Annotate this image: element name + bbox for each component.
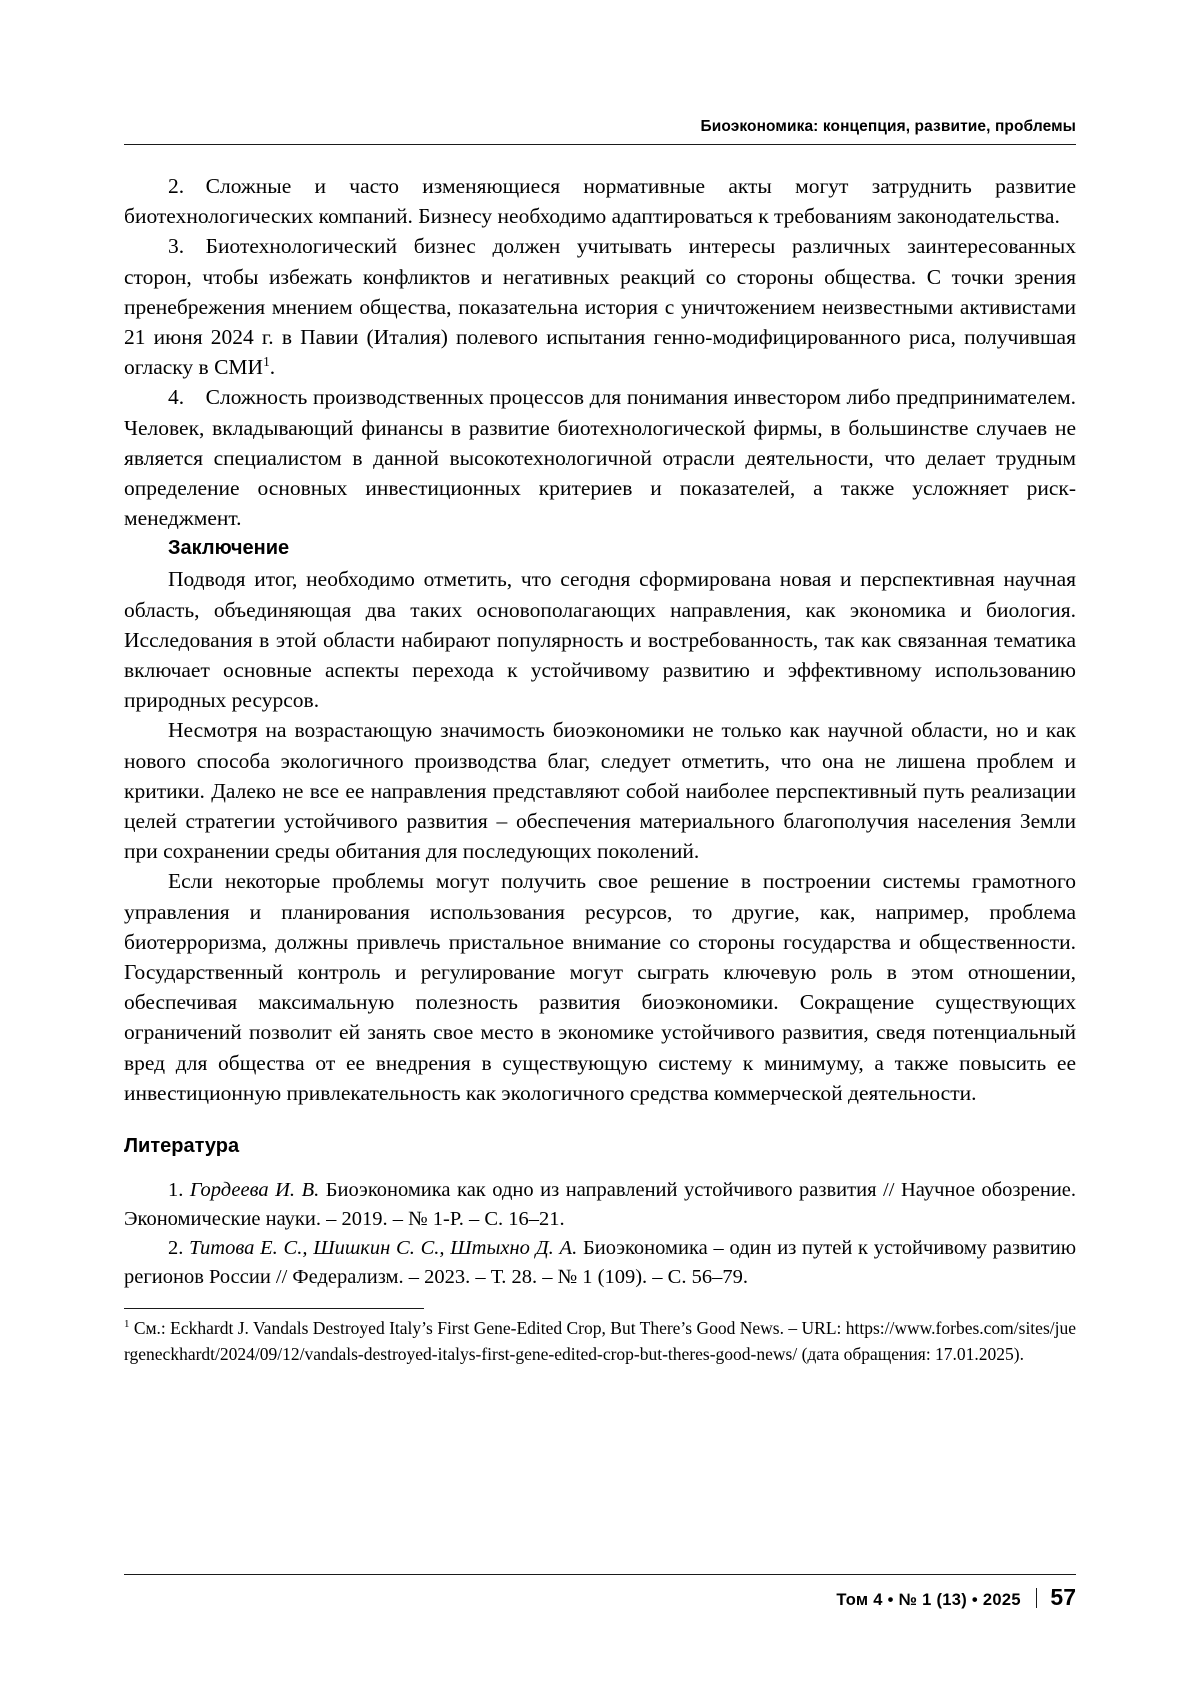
body-text xyxy=(124,171,1076,1108)
paragraph-item-3-tail: . xyxy=(269,355,276,380)
paragraph-item-4: 4. Сложность производственных процессов для понимания инвестором либо предпринимателем. Человек, вкладывающий финансы в развитие биотехнологической фирмы, в большинстве случаев не является специалистом в данной высокотехнологичной отрасли деятельности, что делает трудным определение основных инвестиционных критериев и показателей, а также усложняет риск-менеджмент. xyxy=(124,385,1076,531)
footnote-suffix: (дата обращения: 17.01.2025). xyxy=(801,1343,1025,1364)
conclusion-paragraph-3: Если некоторые проблемы могут получить свое решение в построении системы грамотного управления и планирования использования ресурсов, то другие, как, например, проблема биотерроризма, должны привлечь пристальное внимание со стороны государства и общественности. Государственный контроль и регулирование могут сыграть ключевую роль в этом отношении, обеспечивая максимальную полезность развития биоэкономики. Сокращение существующих ограничений позволит ей занять свое место в экономике устойчивого развития, сведя потенциальный вред для общества от ее внедрения в существующую систему к минимуму, а также повысить ее инвестиционную привлекательность как экологичного средства коммерческой деятельности. xyxy=(124,869,1076,1105)
header-rule xyxy=(124,144,1076,145)
reference-number: 1. xyxy=(168,1179,184,1202)
paragraph-item-2: 2. Сложные и часто изменяющиеся нормативные акты могут затруднить развитие биотехнологических компаний. Бизнесу необходимо адаптироваться к требованиям законодательства. xyxy=(124,174,1076,229)
page-number: 57 xyxy=(1050,1584,1076,1610)
page-content xyxy=(124,118,1076,1367)
page-footer xyxy=(124,1574,1076,1611)
footer-divider xyxy=(1036,1588,1038,1608)
footer-row xyxy=(124,1575,1076,1611)
footnote-text xyxy=(124,1316,1076,1367)
footnote-separator xyxy=(124,1308,424,1309)
footer-issue-info: Том 4 • № 1 (13) • 2025 xyxy=(836,1591,1021,1609)
conclusion-paragraph-1: Подводя итог, необходимо отметить, что сегодня сформирована новая и перспективная научная область, объединяющая два таких основополагающих направления, как экономика и биология. Исследования в этой области набирают популярность и востребованность, так как связанная тематика включает основные аспекты перехода к устойчивому развитию и эффективному использованию природных ресурсов. xyxy=(124,567,1076,713)
footnote-marker: 1 xyxy=(124,1318,130,1331)
paragraph-item-3-text: 3. Биотехнологический бизнес должен учитывать интересы различных заинтересованных сторон, чтобы избежать конфликтов и негативных реакций со стороны общества. С точки зрения пренебрежения мнением общества, показательна история с уничтожением неизвестными активистами 21 июня 2024 г. в Павии (Италия) полевого испытания генно-модифицированного риса, получившая огласку в СМИ xyxy=(124,234,1076,380)
reference-text: Биоэкономика как одно из направлений устойчивого развития // Научное обозрение. Экономические науки. – 2019. – № 1-Р. – С. 16–21. xyxy=(124,1179,1077,1231)
footnote-block xyxy=(124,1316,1076,1367)
paragraph-item-3 xyxy=(124,231,1076,382)
conclusion-paragraph-2: Несмотря на возрастающую значимость биоэкономики не только как научной области, но и как нового способа экологичного производства благ, следует отметить, что она не лишена проблем и критики. Далеко не все ее направления представляют собой наиболее перспективный путь реализации целей стратегии устойчивого развития – обеспечения материального благополучия населения Земли при сохранении среды обитания для последующих поколений. xyxy=(124,718,1076,864)
reference-item xyxy=(124,1176,1076,1234)
reference-authors: Титова Е. С., Шишкин С. С., Штыхно Д. А. xyxy=(189,1237,578,1260)
section-heading-literature: Литература xyxy=(124,1135,240,1158)
footnote-ref-1[interactable]: 1 xyxy=(263,354,270,370)
reference-item xyxy=(124,1234,1076,1292)
section-heading-conclusion: Заключение xyxy=(168,537,290,560)
reference-authors: Гордеева И. В. xyxy=(189,1179,320,1202)
reference-number: 2. xyxy=(168,1237,184,1260)
reference-text: Биоэкономика – один из путей к устойчивому развитию регионов России // Федерализм. – 2023. – Т. 28. – № 1 (109). – С. 56–79. xyxy=(124,1237,1077,1289)
footnote-url[interactable]: https://www.forbes.com/sites/juergeneckhardt/2024/09/12/vandals-destroyed-italys-first-gene-edited-crop-but-theres-good-news/ xyxy=(124,1318,1076,1364)
footnote-prefix: См.: Eckhardt J. Vandals Destroyed Italy’s First Gene-Edited Crop, But There’s Good News. – URL: xyxy=(133,1318,842,1339)
running-head: Биоэкономика: концепция, развитие, проблемы xyxy=(700,118,1076,135)
literature-list xyxy=(124,1176,1076,1292)
